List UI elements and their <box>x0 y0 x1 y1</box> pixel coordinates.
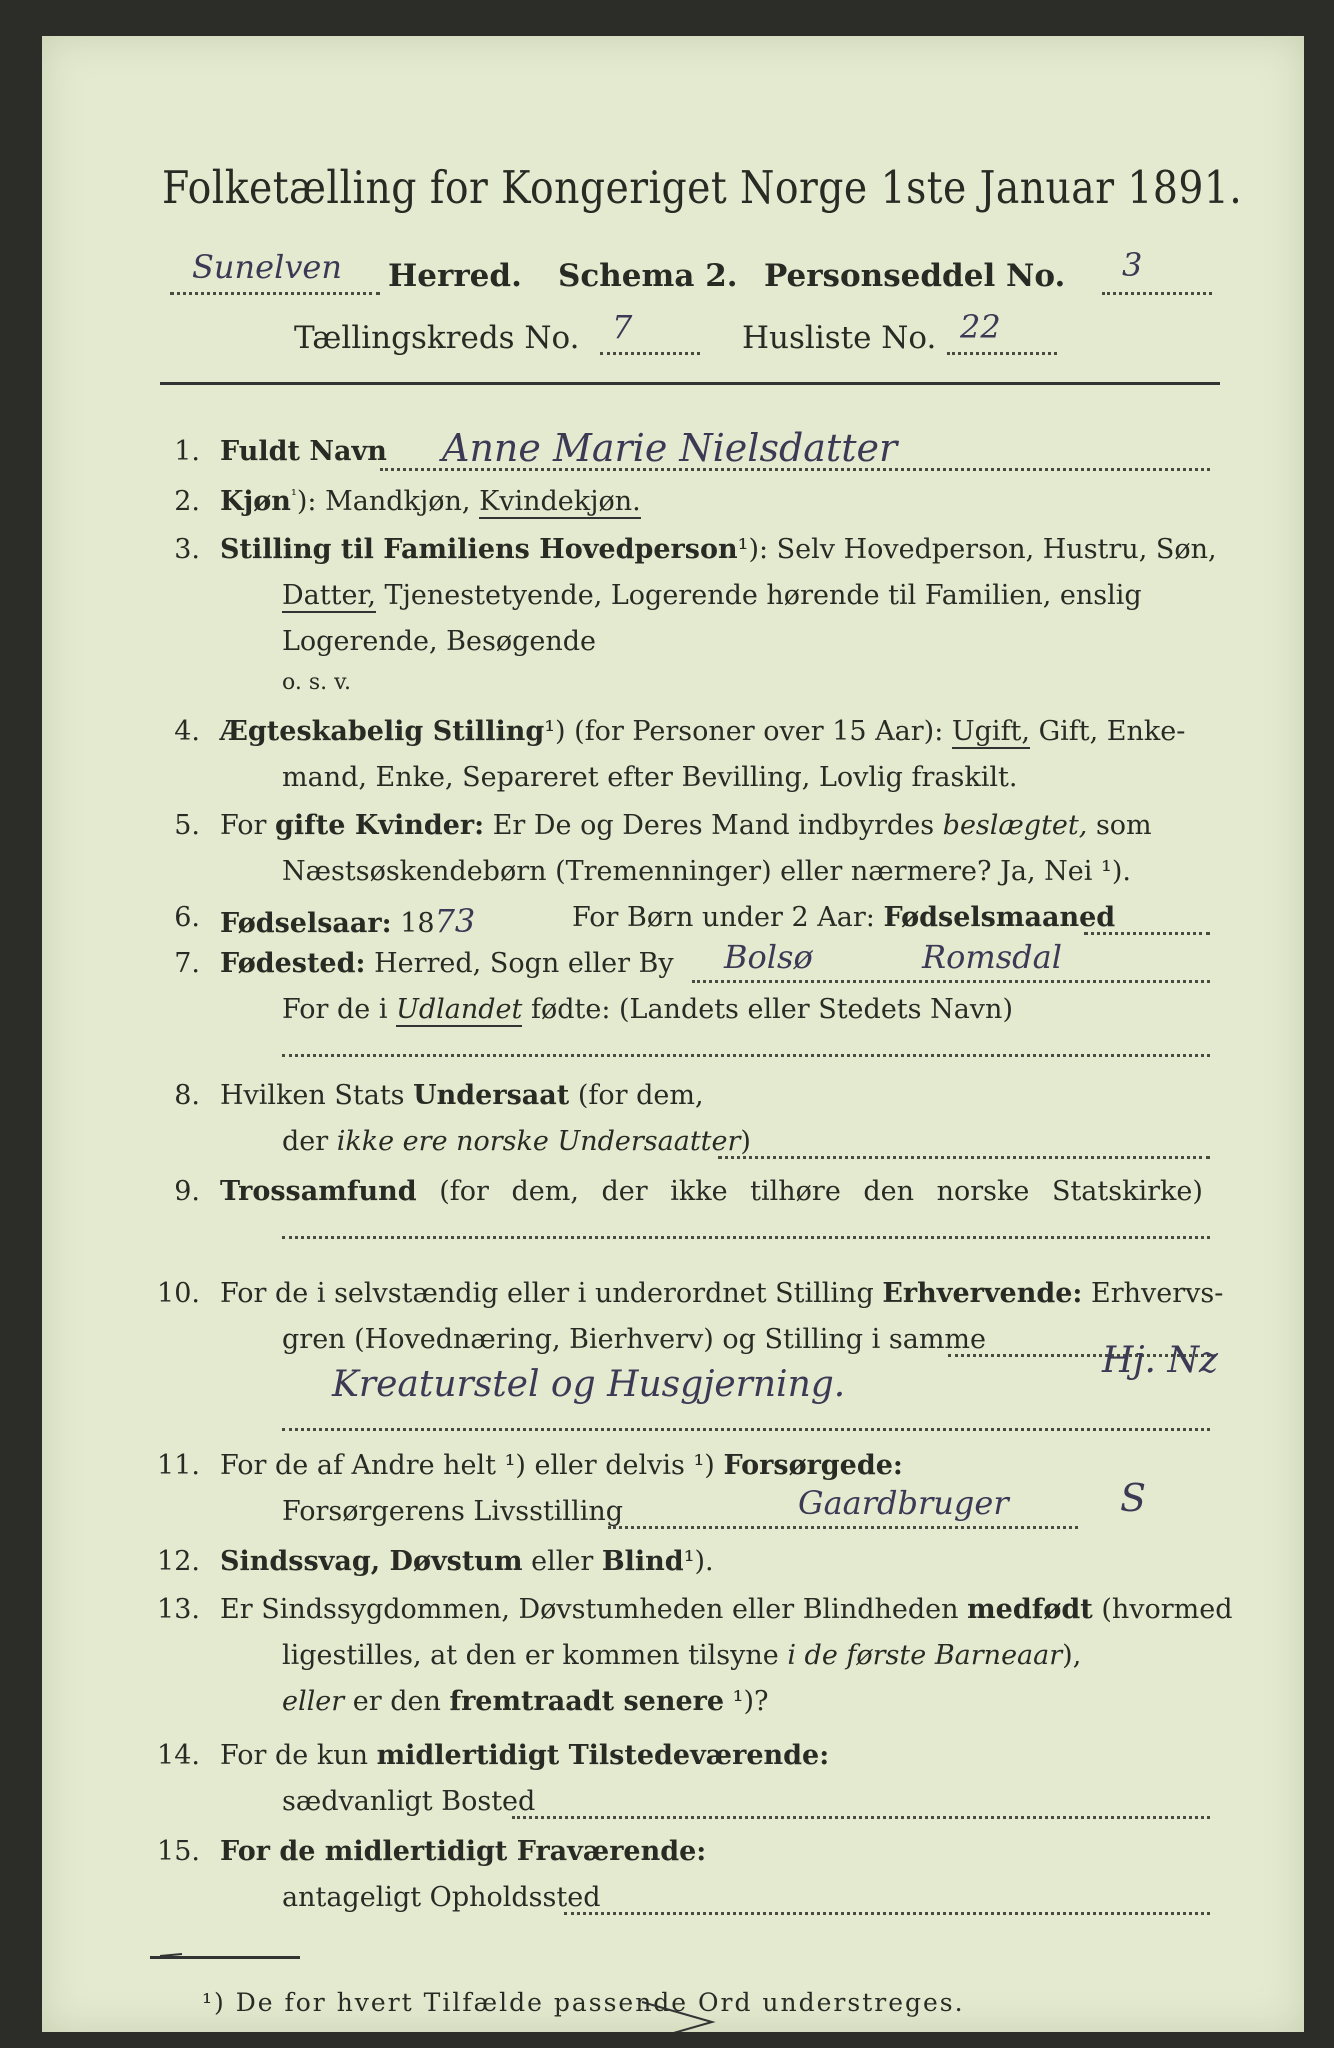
q6-label: Fødselsaar: <box>220 908 392 939</box>
q2-text: ): Mandkjøn, <box>296 486 471 517</box>
kreds-label: Tællingskreds No. <box>294 320 580 356</box>
corner-mark-left <box>160 1954 182 1956</box>
q5-label: gifte Kvinder: <box>275 810 485 841</box>
q7-italic: Udlandet <box>396 994 523 1025</box>
herred-label: Herred. <box>388 258 522 294</box>
schema-label: Schema 2. <box>558 258 738 294</box>
q4-selected: Ugift, <box>951 716 1030 747</box>
q13-line3: er den <box>352 1686 441 1717</box>
q12-text: eller <box>531 1546 594 1577</box>
q6-prefix: 18 <box>400 908 435 939</box>
q4-line1a: ¹) (for Personer over 15 Aar): <box>544 716 944 747</box>
q13-line1a: Er Sindssygdommen, Døvstumheden eller Blindheden <box>220 1594 959 1625</box>
q9-label: Trossamfund <box>220 1176 417 1207</box>
q13-line2a: ligestilles, at den er kommen tilsyne <box>282 1640 779 1671</box>
personseddel-label: Personseddel No. <box>764 258 1066 294</box>
q4-number: 4. <box>174 716 200 747</box>
q11-code: S <box>1120 1476 1147 1520</box>
q4-line1b: Gift, Enke- <box>1038 716 1186 747</box>
q8-line1a: Hvilken Stats <box>220 1080 405 1111</box>
q10-label: Erhvervende: <box>882 1278 1083 1309</box>
q14-line1: For de kun <box>220 1740 368 1771</box>
footnote: ¹) De for hvert Tilfælde passende Ord understreges. <box>202 1988 965 2017</box>
herred-value: Sunelven <box>192 248 342 286</box>
q9-number: 9. <box>174 1176 200 1207</box>
q10-line2: gren (Hovednæring, Bierhverv) og Stilling i samme <box>282 1324 987 1355</box>
q15-number: 15. <box>157 1836 200 1867</box>
q9-line1: (for dem, der ikke tilhøre den norske Statskirke) <box>439 1176 1203 1207</box>
q8-italic: ikke ere norske Undersaatter <box>336 1126 741 1157</box>
q2-sup: ¹ <box>290 486 297 504</box>
q10-value: Kreaturstel og Husgjerning. <box>332 1364 846 1405</box>
q6-label2: Fødselsmaaned <box>883 902 1116 933</box>
q1-number: 1. <box>174 436 200 467</box>
q8-label: Undersaat <box>413 1080 570 1111</box>
q5-line1: Er De og Deres Mand indbyrdes <box>492 810 935 841</box>
q3-line4: o. s. v. <box>282 670 351 695</box>
q2-selected: Kvindekjøn. <box>479 486 641 517</box>
q13-line1b: (hvormed <box>1101 1594 1233 1625</box>
q13-italic2: eller <box>282 1686 345 1717</box>
husliste-label: Husliste No. <box>742 320 937 356</box>
q4-line2: mand, Enke, Separeret efter Bevilling, Lovlig fraskilt. <box>282 762 1018 793</box>
q10-code: Hj. Nz <box>1102 1340 1218 1381</box>
q11-label: Forsørgede: <box>723 1450 903 1481</box>
q11-value: Gaardbruger <box>798 1484 1009 1522</box>
q3-label: Stilling til Familiens Hovedperson <box>220 534 738 565</box>
q8-line2a: der <box>282 1126 329 1157</box>
q5-italic: beslægtet, <box>942 810 1088 841</box>
q13-number: 13. <box>157 1594 200 1625</box>
form-title: Folketælling for Kongeriget Norge 1ste Januar 1891. <box>162 161 1243 214</box>
q7-label: Fødested: <box>220 948 366 979</box>
personseddel-value: 3 <box>1122 246 1143 284</box>
q13-end: ¹)? <box>732 1686 769 1717</box>
q11-number: 11. <box>157 1450 200 1481</box>
q13-italic: i de første Barneaar <box>787 1640 1063 1671</box>
kreds-value: 7 <box>612 308 633 346</box>
q10-number: 10. <box>157 1278 200 1309</box>
q14-number: 14. <box>157 1740 200 1771</box>
q3-number: 3. <box>174 534 200 565</box>
q3-line1: ¹): Selv Hovedperson, Hustru, Søn, <box>737 534 1217 565</box>
corner-mark-center <box>642 2002 712 2032</box>
q13-label: medfødt <box>967 1594 1093 1625</box>
q11-line1: For de af Andre helt ¹) eller delvis ¹) <box>220 1450 715 1481</box>
q14-line2: sædvanligt Bosted <box>282 1786 536 1817</box>
q12-end: ¹). <box>683 1546 714 1577</box>
q11-line2: Forsørgerens Livsstilling <box>282 1496 624 1527</box>
q7-line2b: fødte: (Landets eller Stedets Navn) <box>530 994 1013 1025</box>
q12-number: 12. <box>157 1546 200 1577</box>
q8-line1b: (for dem, <box>577 1080 704 1111</box>
q3-line2: Tjenestetyende, Logerende hørende til Familien, enslig <box>384 580 1142 611</box>
q4-label: Ægteskabelig Stilling <box>220 716 545 747</box>
q7-value1: Bolsø <box>724 938 813 976</box>
q2-number: 2. <box>174 486 200 517</box>
ink-marks <box>42 36 1304 2032</box>
q10-line1: For de i selvstændig eller i underordnet Stilling <box>220 1278 874 1309</box>
husliste-value: 22 <box>960 308 1001 346</box>
q7-value2: Romsdal <box>922 938 1062 976</box>
q1-value: Anne Marie Nielsdatter <box>442 426 898 470</box>
q15-line2: antageligt Opholdssted <box>282 1882 601 1913</box>
q2-label: Kjøn <box>220 486 291 517</box>
q7-number: 7. <box>174 948 200 979</box>
q13-label2: fremtraadt senere <box>449 1686 725 1717</box>
q12-label: Sindssvag, Døvstum <box>220 1546 523 1577</box>
q5-line2: Næstsøskendebørn (Tremenninger) eller nærmere? Ja, Nei ¹). <box>282 856 1131 887</box>
q5-line1b: som <box>1095 810 1152 841</box>
q13-line2b: ), <box>1062 1640 1082 1671</box>
q7-line2a: For de i <box>282 994 388 1025</box>
q7-line1: Herred, Sogn eller By <box>374 948 674 979</box>
q5-text1: For <box>220 810 267 841</box>
q8-number: 8. <box>174 1080 200 1111</box>
q15-label: For de midlertidigt Fraværende: <box>220 1836 707 1867</box>
q12-label2: Blind <box>601 1546 684 1577</box>
q6-value: 73 <box>434 902 476 940</box>
q10-line1b: Erhvervs- <box>1091 1278 1224 1309</box>
q6-text: For Børn under 2 Aar: <box>572 902 875 933</box>
q3-line3: Logerende, Besøgende <box>282 626 596 657</box>
q1-label: Fuldt Navn <box>220 436 387 467</box>
q14-label: midlertidigt Tilstedeværende: <box>376 1740 830 1771</box>
q5-number: 5. <box>174 810 200 841</box>
census-form: Folketælling for Kongeriget Norge 1ste Januar 1891. Sunelven Herred. Schema 2. Personseddel No. 3 Tællingskreds No. 7 Husliste No. 22 1. Fuldt Navn Anne Marie Nielsdatter 2. Kjøn$^{^1}$): Mandkjøn, Kvindekjøn. 3. Stilling til Familiens Hovedperson¹): Selv Hovedperson, Hustru, Søn, Datter, Tjenestetyende, Logerende hørende til Familien, enslig Logerende, Besøgende o. s. v. 4. Ægteskabelig Stilling¹) (for Personer over 15 Aar): Ugift, Gift, Enke- mand, Enke, Separeret efter Bevilling, Lovlig fraskilt. 5. For gifte Kvinder: Er De og Deres Mand indbyrdes beslægtet, som Næstsøskendebørn (Tremenninger) eller nærmere? Ja, Nei ¹). 6. Fødselsaar: 1873 For Børn under 2 Aar: Fødselsmaaned 7. Fødested: Herred, Sogn eller By Bolsø Romsdal For de i Udlandet fødte: (Landets eller Stedets Navn) 8. Hvilken Stats Undersaat (for dem, der ikke ere norske Undersaatter) 9. Trossamfund (for dem, der ikke tilhøre den norske Statskirke) 10. For de i selvstændig eller i underordnet Stilling Erhvervende: Erhvervs- gren (Hovednæring, Bierhverv) og Stilling i samme Kreaturstel og Husgjerning. Hj. Nz 11. For de af Andre helt ¹) eller delvis ¹) Forsørgede: Forsørgerens Livsstilling Gaardbruger S 12. Sindssvag, Døvstum eller Blind¹). 13. Er Sindssygdommen, Døvstumheden eller Blindheden medfødt (hvormed ligestilles, at den er kommen tilsyne i de første Barneaar), eller er den fremtraadt senere ¹)? 14. For de kun midlertidigt Tilstedeværende: sædvanligt Bosted 15. For de midlertidigt Fraværende: antageligt Opholdssted ¹) De for hvert Tilfælde passende Ord understreges. <box>42 36 1304 2032</box>
q6-number: 6. <box>174 902 200 933</box>
q3-selected: Datter, <box>282 580 376 611</box>
